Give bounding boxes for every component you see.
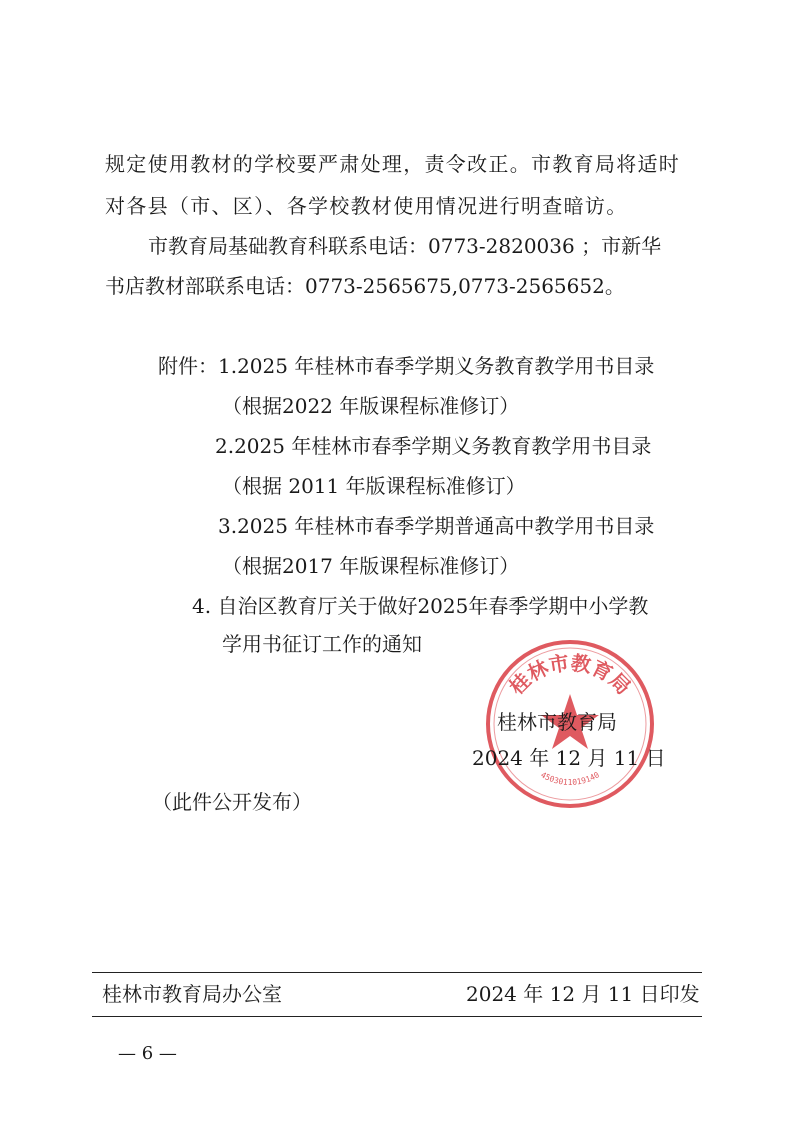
signature-org: 桂林市教育局 <box>497 710 617 734</box>
attachment-prefix: 附件： <box>158 354 218 378</box>
svg-text:4503011019140 <box>539 770 601 787</box>
body-line-1: 规定使用教材的学校要严肃处理，责令改正。市教育局将适时 <box>105 152 681 176</box>
footer-rule-top <box>92 972 702 973</box>
attachment-item-1 <box>158 352 654 380</box>
publication-note: （此件公开发布） <box>152 790 312 814</box>
footer-rule-bottom <box>92 1016 702 1017</box>
contact-line-1: 市教育局基础教育科联系电话：0773-2820036 ；市新华 <box>148 234 662 258</box>
seal-text: 桂林市教育局 <box>504 650 636 700</box>
contact-line-2: 书店教材部联系电话：0773-2565675,0773-2565652。 <box>105 274 625 298</box>
signature-date: 2024 年 12 月 11 日 <box>472 746 666 770</box>
footer-issue-date: 2024 年 12 月 11 日印发 <box>466 982 700 1006</box>
footer-issuer: 桂林市教育局办公室 <box>102 982 282 1006</box>
seal-code: 4503011019140 <box>539 770 601 787</box>
attachment-item-4-cont: 学用书征订工作的通知 <box>222 632 422 656</box>
attachment-item-3-note: （根据2017 年版课程标准修订） <box>222 554 520 578</box>
body-line-2: 对各县（市、区）、各学校教材使用情况进行明查暗访。 <box>105 194 628 218</box>
attachment-item-4: 4. 自治区教育厅关于做好2025年春季学期中小学教 <box>192 594 649 618</box>
attachment-item-2: 2.2025 年桂林市春季学期义务教育教学用书目录 <box>215 434 652 458</box>
attachment-item-2-note: （根据 2011 年版课程标准修订） <box>222 474 526 498</box>
attachment-item-1-title: 1.2025 年桂林市春季学期义务教育教学用书目录 <box>218 354 655 378</box>
page-number: — 6 — <box>118 1043 177 1064</box>
attachment-item-3: 3.2025 年桂林市春季学期普通高中教学用书目录 <box>218 514 655 538</box>
attachment-item-1-note: （根据2022 年版课程标准修订） <box>222 394 520 418</box>
